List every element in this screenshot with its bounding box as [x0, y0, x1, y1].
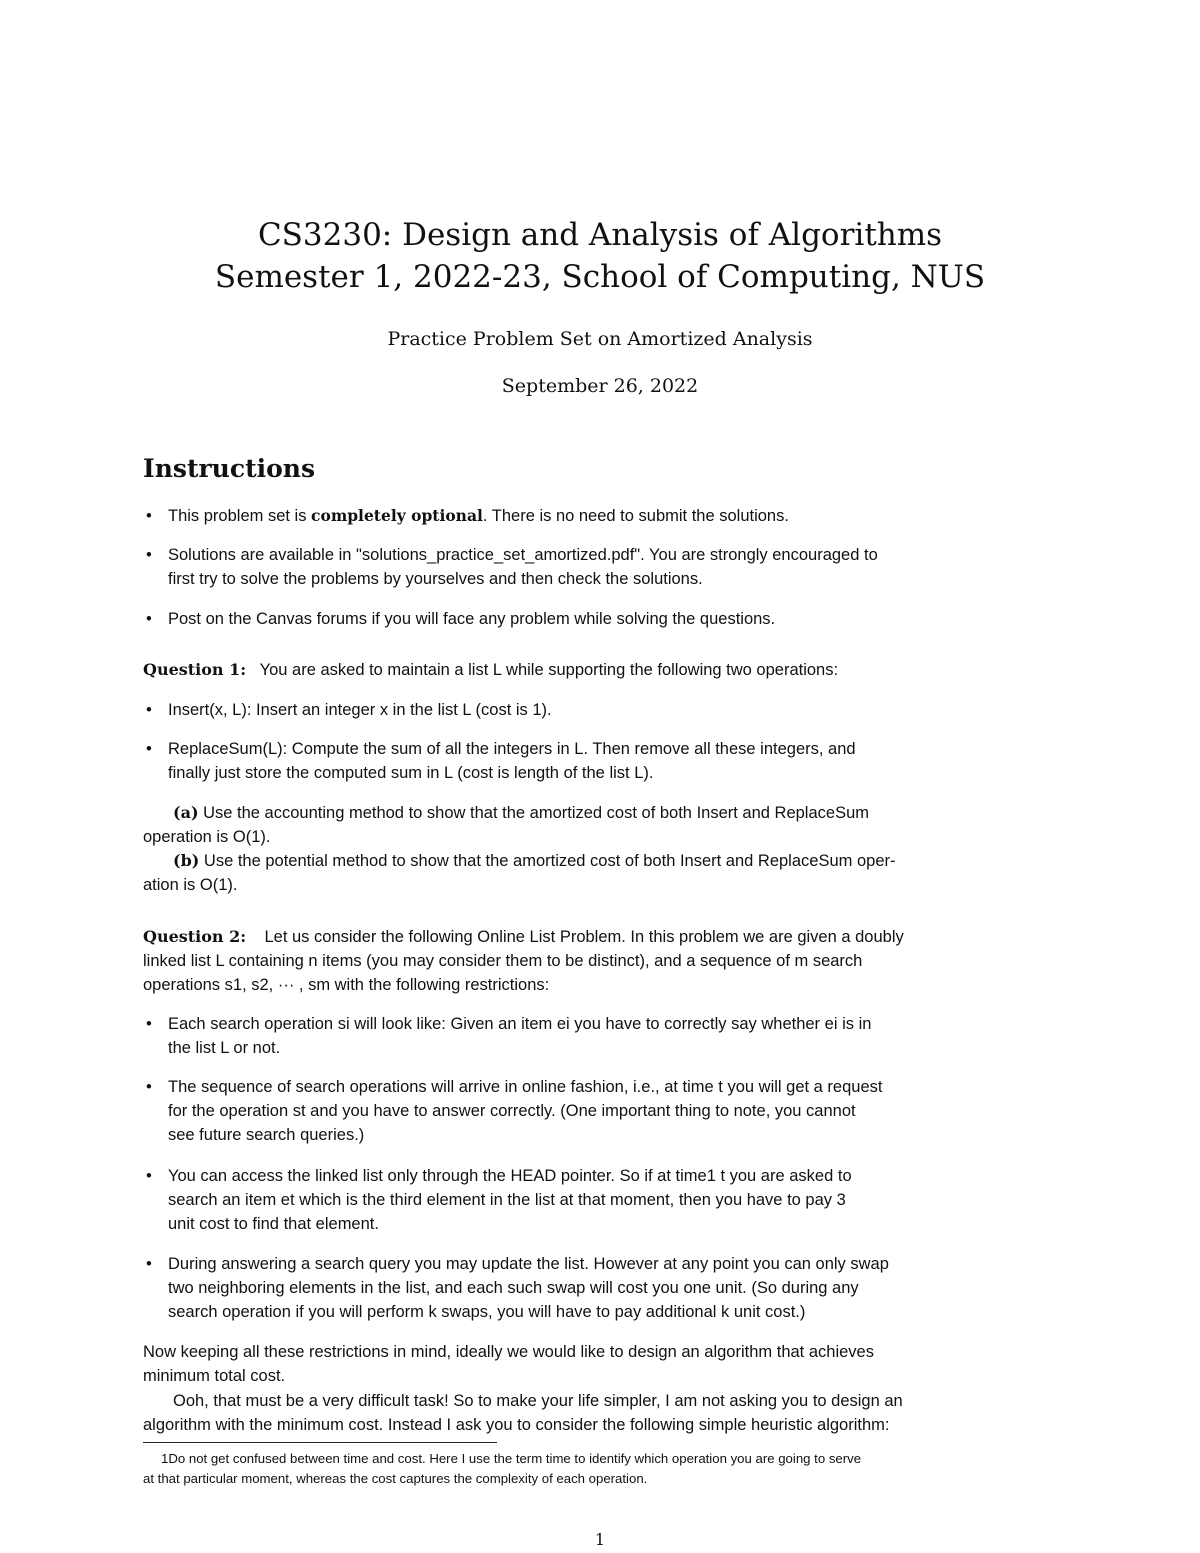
q1-operation-insert: • Insert(x, L): Insert an integer x in the list L (cost is 1). [168, 698, 1031, 722]
footnote: 1Do not get confused between time and cost. Here I use the term time to identify which operation you are going to serve at that particular moment, whereas the cost captures the complexity of each operation. [143, 1451, 862, 1486]
document-date: September 26, 2022 [501, 375, 699, 397]
q2-paragraph-goal: Now keeping all these restrictions in mind, ideally we would like to design an algorithm that achieves minimum total cost. [143, 1343, 874, 1385]
q1-part-a: (a) Use the accounting method to show that the amortized cost of both Insert and ReplaceSum operation is O(1). [143, 803, 869, 846]
bullet-icon: • [146, 701, 152, 719]
instruction-item-solutions: • Solutions are available in "solutions_practice_set_amortized.pdf". You are strongly encouraged to first try to solve the problems by yourselves and then check the solutions. [168, 543, 1031, 591]
document-subtitle-semester: Semester 1, 2022-23, School of Computing, NUS [214, 259, 986, 295]
bullet-icon: • [146, 610, 152, 628]
question-2-intro: Question 2: Let us consider the following Online List Problem. In this problem we are given a doubly linked list L containing n items (you may consider them to be distinct), and a sequence of m search operations s1, s2, ··· , sm with the following restrictions: [143, 927, 904, 994]
bullet-icon: • [146, 546, 152, 564]
bullet-icon: • [146, 507, 152, 525]
bullet-icon: • [146, 1078, 152, 1096]
q2-paragraph-heuristic: Ooh, that must be a very difficult task! So to make your life simpler, I am not asking you to design an algorithm with the minimum cost. Instead I ask you to consider the following simple heuristic algorithm: [143, 1392, 903, 1434]
instruction-item-optional: • This problem set is completely optional. There is no need to submit the solutions. [168, 504, 1031, 528]
q1-operation-replacesum: • ReplaceSum(L): Compute the sum of all the integers in L. Then remove all these integers, and finally just store the computed sum in L (cost is length of the list L). [168, 737, 1031, 785]
instructions-heading: Instructions [143, 454, 316, 483]
q1-part-b-label: (b) [173, 851, 200, 870]
bullet-icon: • [146, 1255, 152, 1273]
problem-set-title: Practice Problem Set on Amortized Analysis [387, 328, 813, 350]
q2-restriction-swap: • During answering a search query you may update the list. However at any point you can only swap two neighboring elements in the list, and each such swap will cost you one unit. (So during any search operation if you will perform k swaps, you will have to pay additional k unit cost.) [168, 1252, 1031, 1324]
bullet-icon: • [146, 1015, 152, 1033]
q2-restriction-search: • Each search operation si will look like: Given an item ei you have to correctly say whether ei is in the list L or not. [168, 1012, 1031, 1060]
document-title: CS3230: Design and Analysis of Algorithms [257, 217, 943, 253]
q2-restriction-online: • The sequence of search operations will arrive in online fashion, i.e., at time t you will get a request for the operation st and you have to answer correctly. (One important thing to note, you cannot see future search queries.) [168, 1075, 1031, 1147]
question-1-label: Question 1: [143, 660, 247, 679]
instruction-item-forums: • Post on the Canvas forums if you will face any problem while solving the questions. [168, 607, 1031, 631]
bullet-icon: • [146, 740, 152, 758]
bullet-icon: • [146, 1167, 152, 1185]
page-number: 1 [594, 1530, 606, 1549]
footnote-rule [143, 1442, 497, 1443]
question-1-intro: Question 1: You are asked to maintain a list L while supporting the following two operations: [143, 660, 839, 679]
q1-part-b: (b) Use the potential method to show that the amortized cost of both Insert and ReplaceSum oper- ation is O(1). [143, 851, 896, 894]
question-2-label: Question 2: [143, 927, 247, 946]
optional-emphasis: completely optional [311, 506, 483, 525]
q2-restriction-head-pointer: • You can access the linked list only through the HEAD pointer. So if at time1 t you are asked to search an item et which is the third element in the list at that moment, then you have to pay 3 unit cost to find that element. [168, 1164, 1031, 1236]
q1-part-a-label: (a) [173, 803, 199, 822]
